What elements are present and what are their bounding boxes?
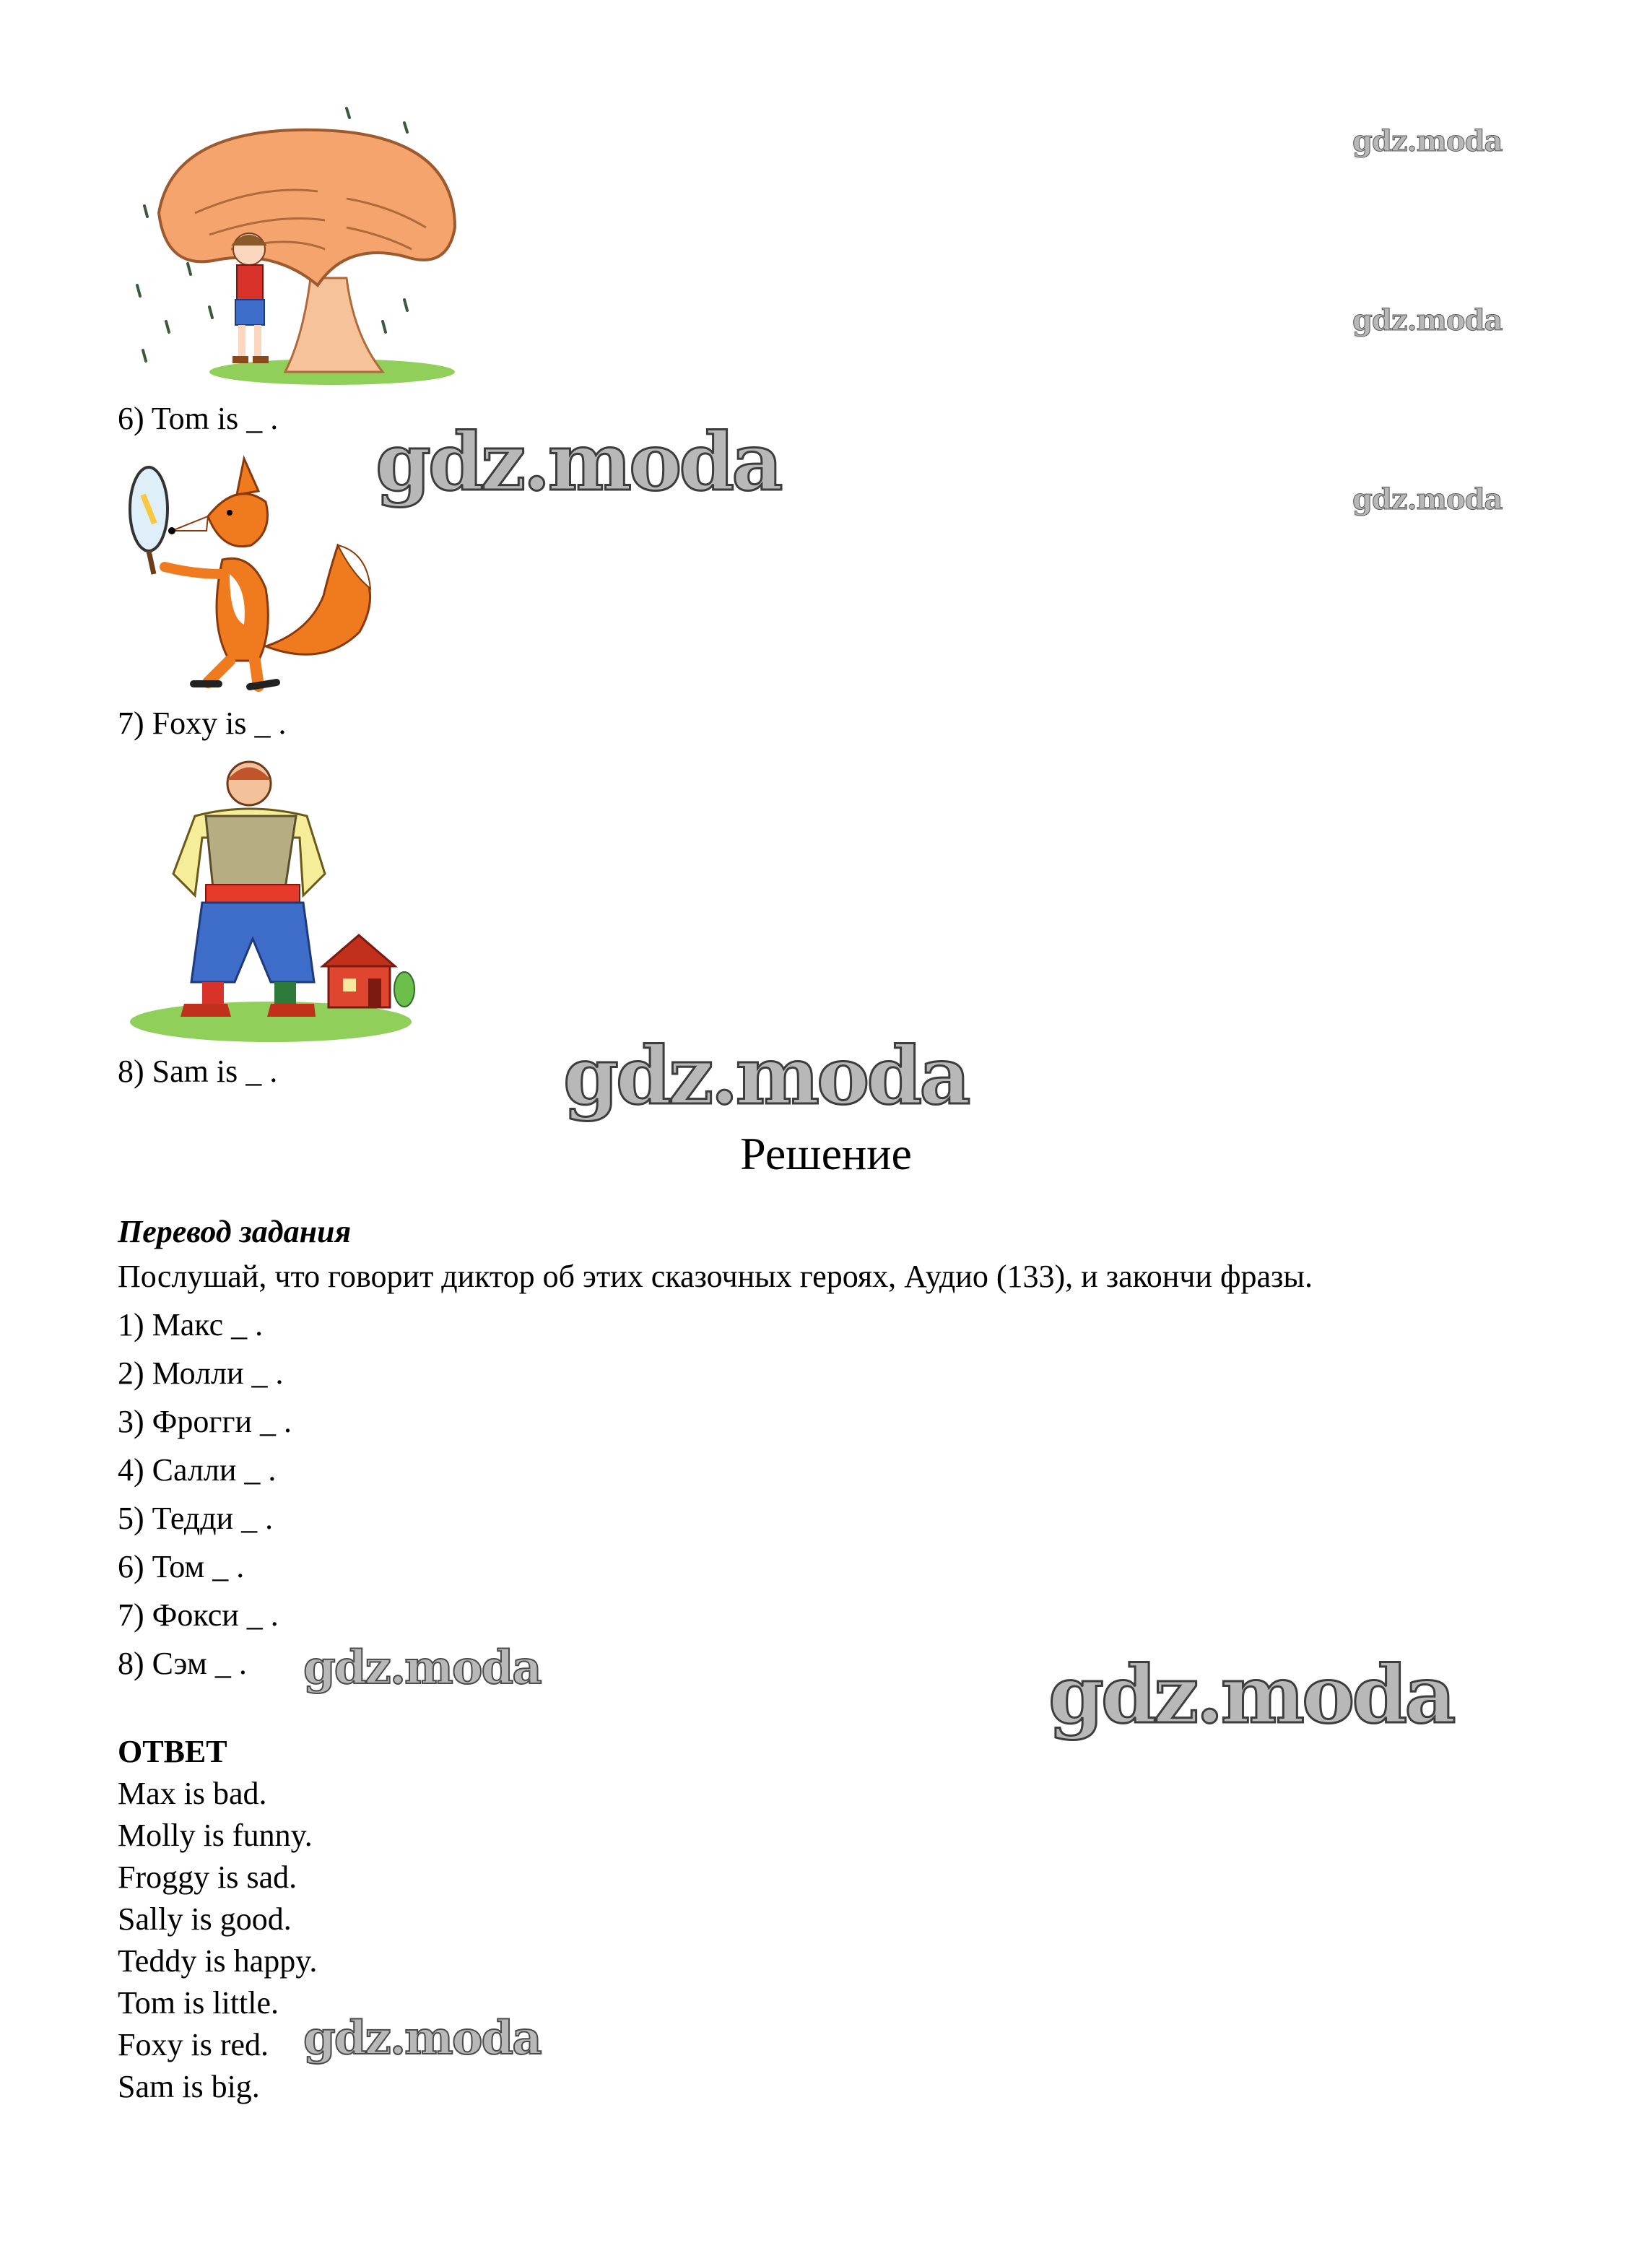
- foxy-illustration: [121, 451, 396, 693]
- watermark: gdz.moda: [1352, 482, 1503, 516]
- exercise-item-7: 7) Foxy is _ .: [118, 706, 287, 741]
- solution-title: Решение: [740, 1128, 912, 1179]
- answer-line-2: Molly is funny.: [118, 1818, 313, 1853]
- watermark: gdz.moda: [1352, 124, 1503, 158]
- answer-line-4: Sally is good.: [118, 1901, 292, 1937]
- answer-line-3: Froggy is sad.: [118, 1859, 297, 1895]
- translation-list: [118, 1309, 292, 1696]
- translation-instruction: Послушай, что говорит диктор об этих сказочных героях, Аудио (133), и закончи фразы.: [118, 1259, 1313, 1294]
- translation-heading: Перевод задания: [118, 1214, 352, 1249]
- watermark: gdz.moda: [1352, 303, 1503, 337]
- answer-line-1: Max is bad.: [118, 1776, 267, 1811]
- translation-item-4: 4) Салли _ .: [118, 1452, 277, 1488]
- translation-item-3: 3) Фрогги _ .: [118, 1404, 292, 1439]
- exercise-item-8: 8) Sam is _ .: [118, 1054, 278, 1089]
- sam-illustration: [126, 751, 415, 1043]
- translation-item-1: 1) Макс _ .: [118, 1307, 264, 1342]
- watermark: gdz.moda: [303, 1641, 541, 1695]
- translation-item-8: 8) Сэм _ .: [118, 1646, 247, 1681]
- translation-item-7: 7) Фокси _ .: [118, 1597, 279, 1633]
- answer-heading: ОТВЕТ: [118, 1734, 227, 1769]
- watermark: gdz.moda: [375, 415, 781, 508]
- answer-line-6: Tom is little.: [118, 1985, 279, 2021]
- watermark: gdz.moda: [1048, 1648, 1453, 1741]
- watermark: gdz.moda: [563, 1029, 968, 1122]
- answer-line-7: Foxy is red.: [118, 2027, 269, 2062]
- answer-line-5: Teddy is happy.: [118, 1943, 318, 1979]
- translation-item-5: 5) Тедди _ .: [118, 1501, 274, 1536]
- translation-item-6: 6) Том _ .: [118, 1549, 245, 1584]
- answer-list: [118, 1778, 317, 2113]
- exercise-item-6: 6) Tom is _ .: [118, 401, 279, 436]
- answer-line-8: Sam is big.: [118, 2069, 260, 2104]
- translation-item-2: 2) Молли _ .: [118, 1355, 284, 1391]
- watermark: gdz.moda: [303, 2011, 541, 2065]
- tom-mushroom-illustration: [130, 105, 462, 390]
